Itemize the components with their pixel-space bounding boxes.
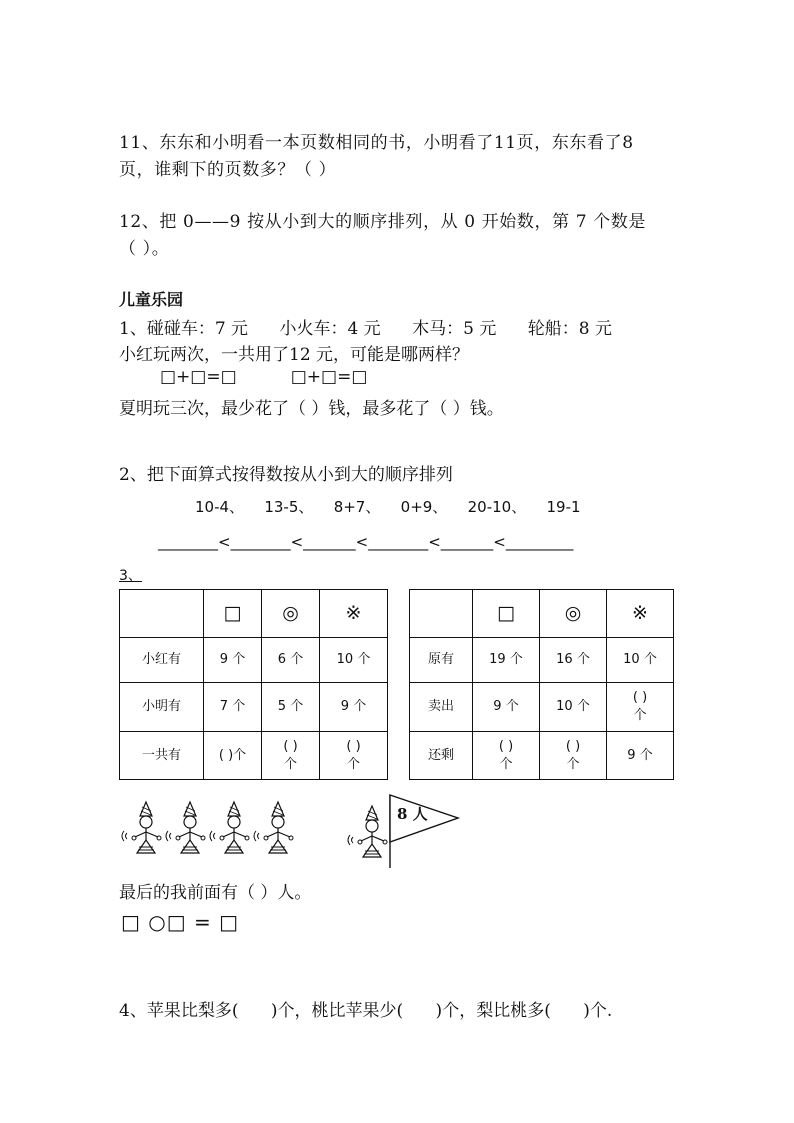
table-cell: 10 个	[607, 638, 674, 683]
table-cell: 9 个	[473, 683, 540, 732]
row-label: 还剩	[410, 732, 473, 780]
table-cell: 7 个	[204, 683, 262, 732]
header-cell	[120, 590, 204, 638]
square-symbol-header: □	[204, 590, 262, 638]
answer-cell[interactable]: ( ) 个	[607, 683, 674, 732]
price-wooden-horse: 木马：5 元	[412, 319, 497, 339]
star-symbol-header: ※	[607, 590, 674, 638]
row-label: 一共有	[120, 732, 204, 780]
table-cell: 16 个	[540, 638, 607, 683]
answer-cell[interactable]: ( )个	[204, 732, 262, 780]
price-small-train: 小火车：4 元	[279, 319, 381, 339]
ride-prices	[119, 314, 612, 339]
table-cell: 19 个	[473, 638, 540, 683]
right-table	[409, 589, 674, 780]
table-cell: 9 个	[204, 638, 262, 683]
question-11-line1: 11、东东和小明看一本页数相同的书，小明看了11页，东东看了8	[119, 133, 634, 153]
price-bumper-car: 1、碰碰车：7 元	[119, 319, 249, 339]
question-3-label: 3、	[119, 568, 142, 584]
table-cell: 6 个	[262, 638, 320, 683]
expression-list: 10-4、 13-5、 8+7、 0+9、 20-10、 19-1	[195, 498, 581, 516]
last-question: 最后的我前面有（ ）人。	[119, 883, 312, 903]
question-4: 4、苹果比梨多( )个，桃比苹果少( )个，梨比桃多( )个.	[119, 1001, 613, 1021]
row-label: 小红有	[120, 638, 204, 683]
header-cell	[410, 590, 473, 638]
price-boat: 轮船：8 元	[527, 319, 612, 339]
circle-symbol-header: ◎	[262, 590, 320, 638]
row-label: 原有	[410, 638, 473, 683]
last-equation: □ ○□ = □	[121, 910, 239, 934]
left-table	[119, 589, 388, 780]
circle-symbol-header: ◎	[540, 590, 607, 638]
question-2-text: 2、把下面算式按得数按从小到大的顺序排列	[119, 465, 453, 485]
section-title: 儿童乐园	[119, 290, 184, 309]
children-illustration	[120, 790, 480, 870]
park-question-2: 夏明玩三次，最少花了（ ）钱，最多花了（ ）钱。	[119, 399, 504, 419]
table-cell: 5 个	[262, 683, 320, 732]
table-cell: 10 个	[540, 683, 607, 732]
ordering-blanks: ________<________<_______<________<_______<_________	[158, 533, 574, 551]
square-symbol-header: □	[473, 590, 540, 638]
answer-cell[interactable]: ( ) 个	[540, 732, 607, 780]
park-question: 小红玩两次，一共用了12 元，可能是哪两样？	[119, 345, 470, 365]
answer-cell[interactable]: ( ) 个	[473, 732, 540, 780]
table-cell: 9 个	[607, 732, 674, 780]
row-label: 卖出	[410, 683, 473, 732]
question-12-line2: （ ）。	[119, 239, 170, 259]
park-equations: □+□=□ □+□=□	[160, 367, 368, 387]
star-symbol-header: ※	[320, 590, 388, 638]
question-12-line1: 12、把 0——9 按从小到大的顺序排列，从 0 开始数，第 7 个数是	[119, 212, 646, 232]
answer-cell[interactable]: ( ) 个	[262, 732, 320, 780]
table-cell: 10 个	[320, 638, 388, 683]
table-cell: 9 个	[320, 683, 388, 732]
flag-label: 8 人	[397, 805, 428, 823]
answer-cell[interactable]: ( ) 个	[320, 732, 388, 780]
row-label: 小明有	[120, 683, 204, 732]
question-11-line2: 页，谁剩下的页数多？（ ）	[119, 160, 337, 180]
